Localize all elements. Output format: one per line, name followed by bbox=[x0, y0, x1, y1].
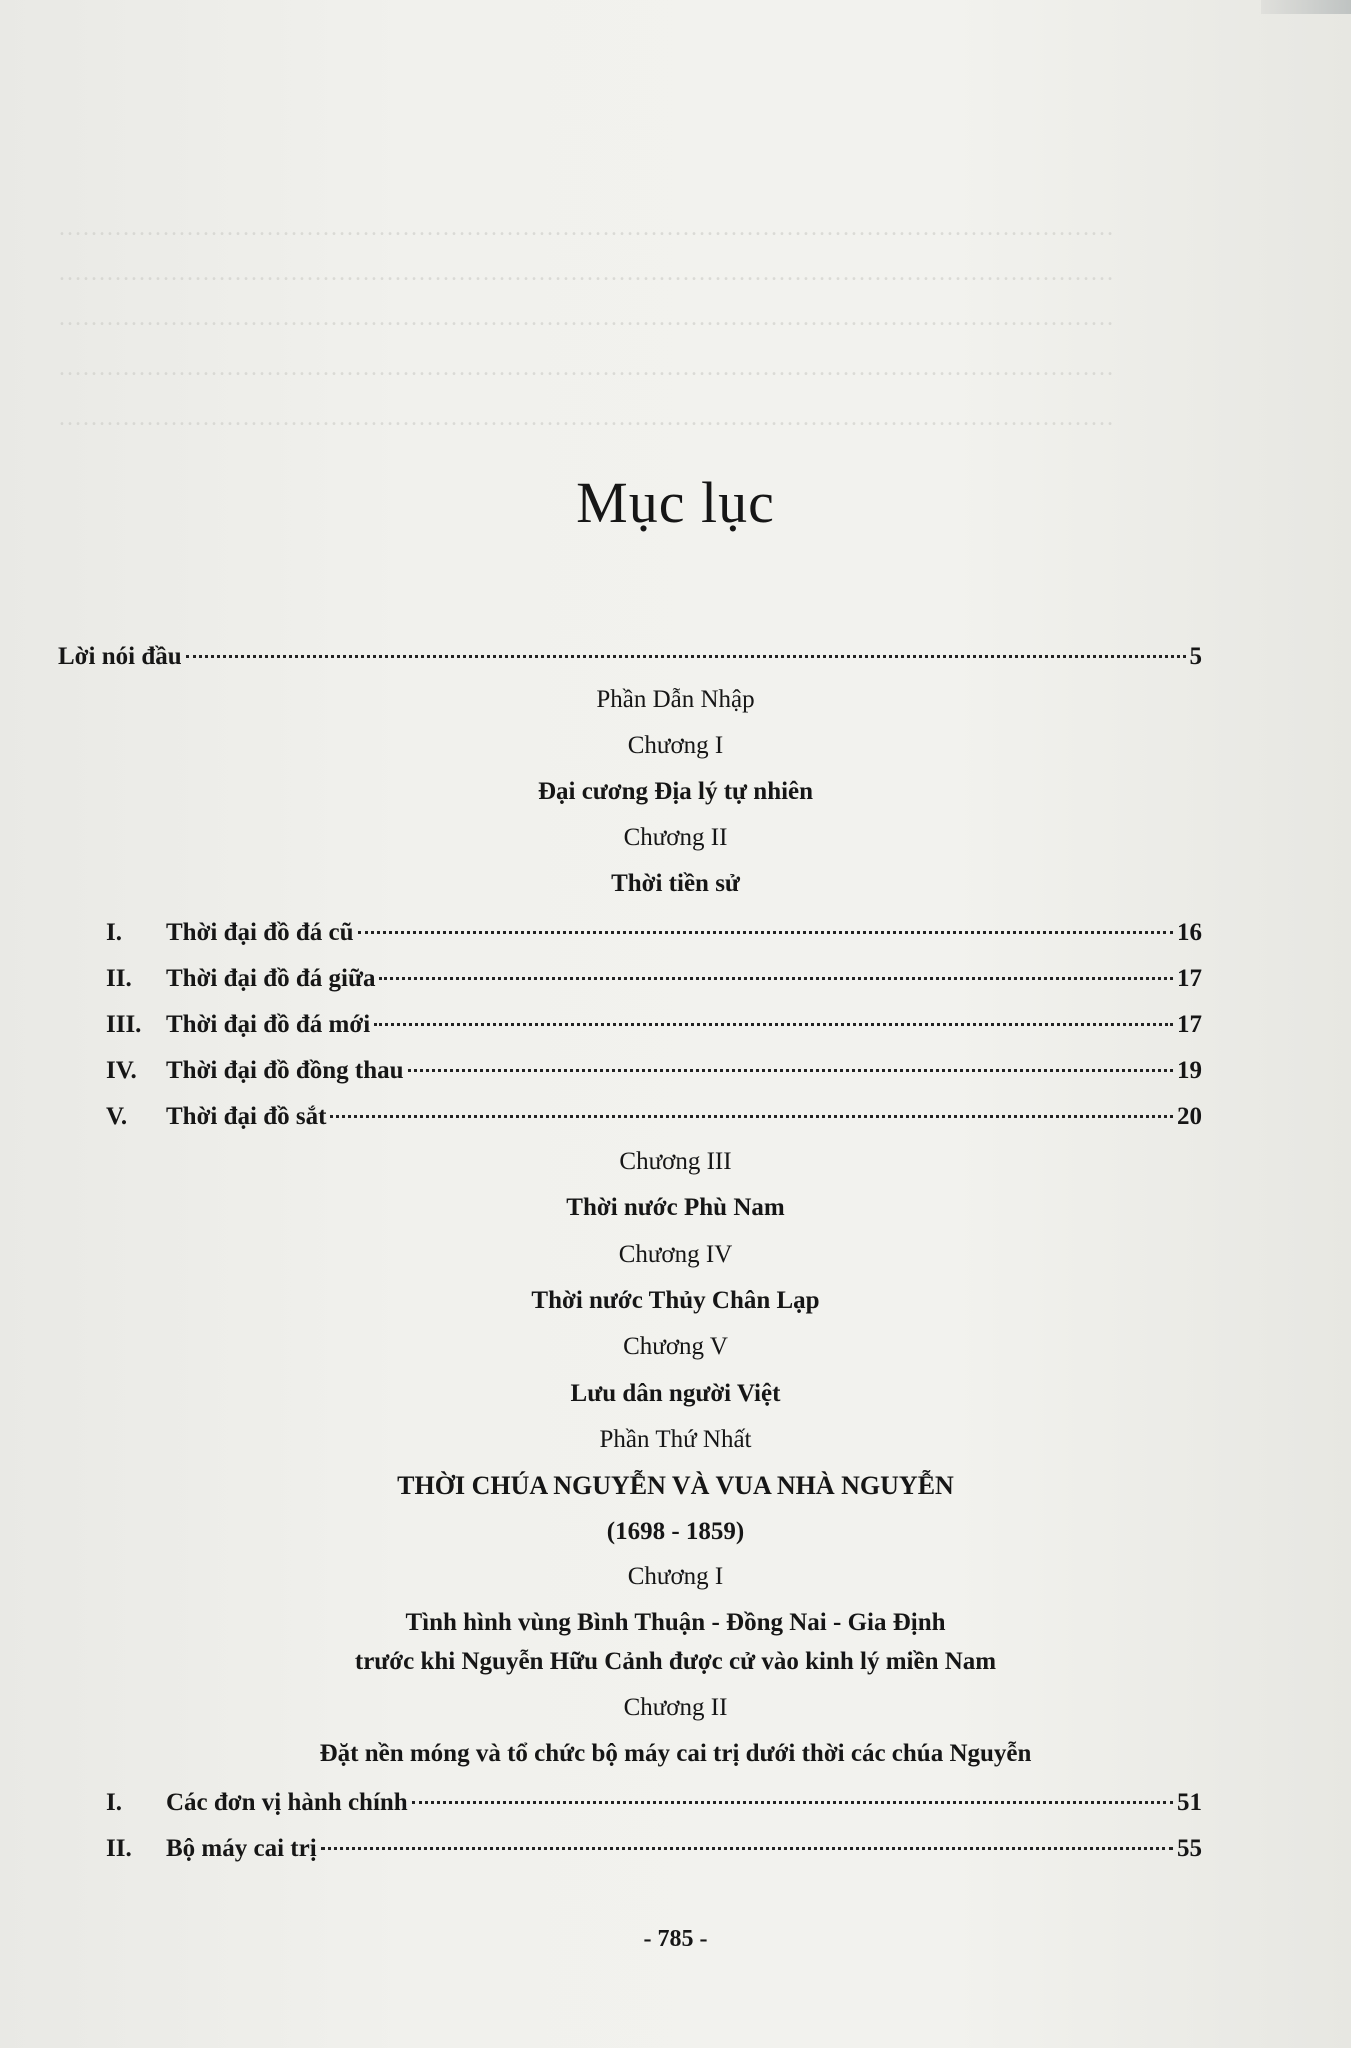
leader-dots bbox=[358, 931, 1173, 934]
toc-entry-label: Lời nói đầu bbox=[58, 643, 182, 670]
chapter-heading: Chương II bbox=[623, 824, 728, 851]
leader-dots bbox=[330, 1115, 1173, 1118]
toc-entry: I. Thời đại đồ đá cũ 16 bbox=[106, 919, 1202, 946]
leader-dots bbox=[379, 977, 1173, 980]
toc-entry: II. Bộ máy cai trị 55 bbox=[106, 1835, 1202, 1862]
leader-dots bbox=[186, 655, 1186, 658]
part-years: (1698 - 1859) bbox=[606, 1518, 745, 1545]
page-edge bbox=[1261, 0, 1351, 14]
toc-entry-foreword bbox=[58, 640, 1202, 674]
part-title: THỜI CHÚA NGUYỄN VÀ VUA NHÀ NGUYỄN bbox=[397, 1471, 954, 1500]
toc-entry: III. Thời đại đồ đá mới 17 bbox=[106, 1011, 1202, 1038]
leader-dots bbox=[374, 1023, 1173, 1026]
chapter-heading: Chương I bbox=[627, 1563, 724, 1590]
chapter-title: Đại cương Địa lý tự nhiên bbox=[537, 778, 814, 805]
toc-entry: II. Thời đại đồ đá giữa 17 bbox=[106, 965, 1202, 992]
chapter-title: Lưu dân người Việt bbox=[570, 1380, 781, 1407]
bleed-through-line: …………………………………………………………………………………………………………………… bbox=[58, 215, 1114, 241]
chapter-heading: Chương I bbox=[627, 732, 724, 759]
chapter-title: Thời tiền sử bbox=[611, 870, 740, 897]
toc-entry: V. Thời đại đồ sắt 20 bbox=[106, 1103, 1202, 1130]
page-title: Mục lục bbox=[576, 469, 775, 535]
chapter-title: trước khi Nguyễn Hữu Cảnh được cử vào kinh lý miền Nam bbox=[354, 1648, 997, 1675]
chapter-title: Tình hình vùng Bình Thuận - Đồng Nai - Gia Định bbox=[405, 1609, 946, 1636]
chapter-title: Thời nước Thủy Chân Lạp bbox=[531, 1287, 820, 1314]
chapter-heading: Chương III bbox=[619, 1148, 732, 1175]
toc-entry-page: 5 bbox=[1189, 643, 1202, 670]
chapter-heading: Chương V bbox=[623, 1333, 728, 1360]
leader-dots bbox=[321, 1847, 1173, 1850]
bleed-through-line: …………………………………………………………………………………………………………………… bbox=[58, 305, 1114, 331]
chapter-heading: Chương II bbox=[623, 1694, 728, 1721]
chapter-heading: Chương IV bbox=[618, 1241, 733, 1268]
chapter-title: Đặt nền móng và tổ chức bộ máy cai trị dưới thời các chúa Nguyễn bbox=[319, 1740, 1032, 1767]
part-heading: Phần Dẫn Nhập bbox=[596, 686, 755, 713]
chapter-title: Thời nước Phù Nam bbox=[566, 1194, 785, 1221]
toc-entry: I. Các đơn vị hành chính 51 bbox=[106, 1789, 1202, 1816]
bleed-through-line: …………………………………………………………………………………………………………………… bbox=[58, 405, 1114, 431]
bleed-through-line: …………………………………………………………………………………………………………………… bbox=[58, 260, 1114, 286]
page-number: - 785 - bbox=[643, 1926, 708, 1952]
leader-dots bbox=[408, 1069, 1173, 1072]
toc-entry: IV. Thời đại đồ đồng thau 19 bbox=[106, 1057, 1202, 1084]
bleed-through-line: …………………………………………………………………………………………………………………… bbox=[58, 355, 1114, 381]
leader-dots bbox=[412, 1801, 1173, 1804]
part-heading: Phần Thứ Nhất bbox=[599, 1426, 752, 1453]
